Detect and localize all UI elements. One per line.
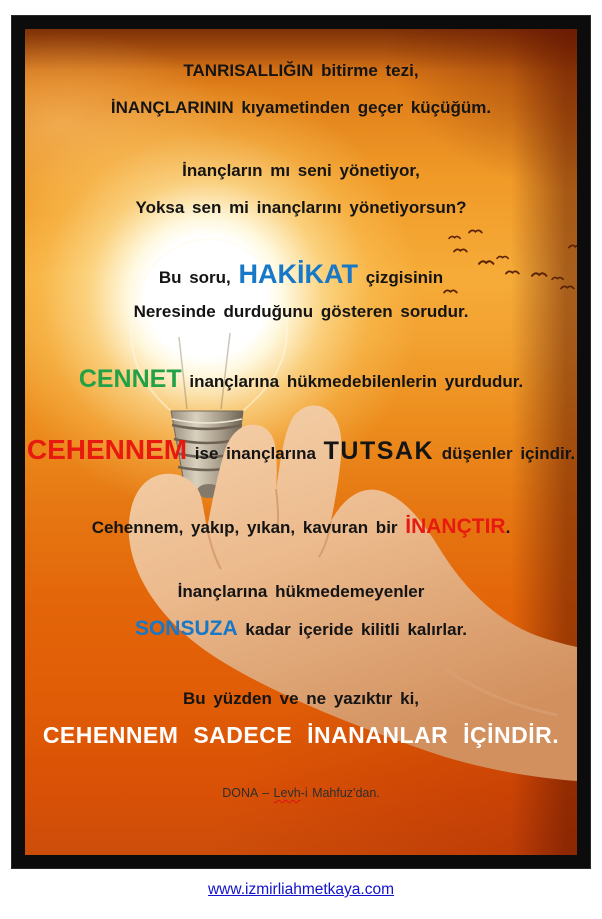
poster-frame [12, 16, 590, 868]
line9-pre: Cehennem, yakıp, yıkan, kavuran bir [91, 518, 406, 537]
bird-icon [449, 236, 460, 238]
line8-post: düşenler içindir. [434, 444, 576, 463]
inanctir-highlight: İNANÇTIR [405, 515, 506, 538]
poster-line-9 [25, 515, 577, 539]
spellcheck-underlined-word: Levh [273, 786, 301, 800]
website-link[interactable]: www.izmirliahmetkaya.com [207, 881, 395, 898]
line8-mid: ise inançlarına [187, 444, 324, 463]
bird-icon [444, 290, 457, 292]
poster-line-1: TANRISALLIĞIN bitirme tezi, [183, 61, 419, 80]
bird-icon [569, 245, 577, 247]
poster-attribution [25, 786, 577, 800]
line9-period: . [505, 518, 511, 537]
hakikat-highlight: HAKİKAT [238, 259, 358, 289]
poster-line-12: Bu yüzden ve ne yazıktır ki, [182, 689, 420, 708]
line5-pre: Bu soru, [158, 268, 239, 287]
sunset-poster [25, 29, 577, 855]
footer [0, 881, 602, 899]
cennet-highlight: CENNET [78, 365, 182, 393]
poster-line-10: İnançlarına hükmedemeyenler [177, 582, 425, 601]
cehennem-highlight: CEHENNEM [26, 434, 188, 465]
poster-line-8 [25, 434, 577, 466]
poster-headline: CEHENNEM SADECE İNANANLAR İÇİNDİR. [42, 722, 560, 748]
line11-post: kadar içeride kilitli kalırlar. [237, 620, 468, 639]
attribution-post: -i Mahfuz'dan. [300, 786, 380, 800]
line5-post: çizgisinin [357, 268, 444, 287]
bird-icon [469, 230, 482, 232]
attribution-pre: DONA – [222, 786, 274, 800]
tutsak-emphasis: TUTSAK [323, 437, 435, 465]
poster-line-7 [25, 365, 577, 394]
poster-line-2: İNANÇLARININ kıyametinden geçer küçüğüm. [110, 98, 492, 117]
sonsuza-highlight: SONSUZA [134, 617, 238, 640]
poster-line-11 [25, 617, 577, 641]
poster-line-5 [25, 259, 577, 290]
poster-line-4: Yoksa sen mi inançlarını yönetiyorsun? [135, 198, 467, 217]
poster-line-3: İnançların mı seni yönetiyor, [182, 161, 420, 180]
bird-icon [454, 249, 467, 251]
line7-post: inançlarına hükmedebilenlerin yurdudur. [181, 372, 524, 391]
poster-line-6: Neresinde durduğunu gösteren sorudur. [133, 302, 469, 321]
